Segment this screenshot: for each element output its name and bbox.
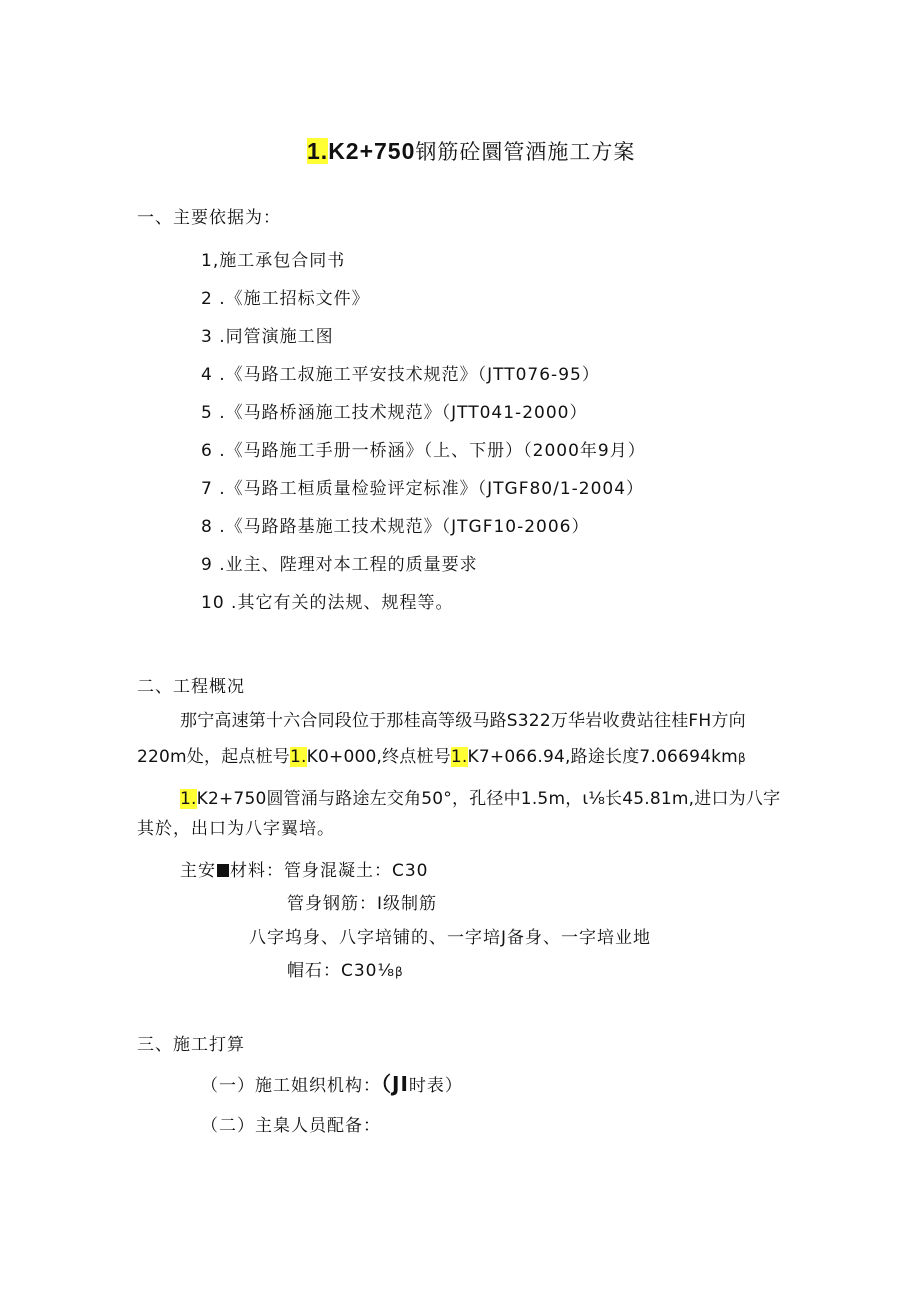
reference-item-9: 9 .业主、陛理对本工程的质量要求 bbox=[201, 555, 478, 575]
materials-line4-text: 帽石：C30⅛ bbox=[287, 961, 395, 981]
overview-text-c: K7+066.94,路途长度7.06694km bbox=[467, 747, 738, 767]
culvert-paragraph-line1 bbox=[180, 788, 780, 810]
section2-heading: 二、工程概况 bbox=[137, 677, 245, 697]
materials-label-a: 主安 bbox=[180, 861, 216, 881]
reference-item-1: 1,施工承包合同书 bbox=[201, 251, 346, 271]
plan-item-1-mark: （JI bbox=[381, 1072, 409, 1096]
reference-item-2: 2 .《施工招标文件》 bbox=[201, 289, 370, 309]
materials-line4 bbox=[287, 960, 404, 983]
reference-item-8: 8 .《马路路基施工技术规范》（JTGF10-2006） bbox=[201, 517, 590, 537]
overview-text-d: β bbox=[737, 751, 746, 765]
materials-line3: 八字坞身、八字培铺的、一字培J备身、一字培业地 bbox=[249, 928, 652, 948]
highlight-marker: 1. bbox=[450, 747, 468, 767]
reference-item-4: 4 .《马路工叔施工平安技术规范》（JTT076-95） bbox=[201, 365, 600, 385]
black-square-mark bbox=[217, 864, 229, 877]
reference-item-5: 5 .《马路桥涵施工技术规范》（JTT041-2000） bbox=[201, 403, 588, 423]
section1-heading: 一、主要依据为： bbox=[137, 208, 281, 228]
reference-item-10: 10 .其它有关的法规、规程等。 bbox=[201, 593, 454, 613]
plan-item-1 bbox=[201, 1073, 463, 1097]
overview-text-b: K0+000,终点桩号 bbox=[306, 747, 451, 767]
plan-item-1-label: （一）施工姐织机构： bbox=[201, 1076, 381, 1096]
overview-text-a: 220m处，起点桩号 bbox=[137, 747, 291, 767]
overview-paragraph-line2 bbox=[137, 746, 746, 769]
title-highlight: 1. bbox=[307, 138, 329, 164]
plan-item-1-suffix: 时表） bbox=[408, 1076, 463, 1096]
title-code: K2+750 bbox=[328, 138, 416, 164]
culvert-paragraph-line2: 其於，出口为八字翼培。 bbox=[137, 819, 335, 839]
highlight-marker: 1. bbox=[290, 747, 307, 767]
overview-paragraph-line1: 那宁高速第十六合同段位于那桂高等级马路S322万华岩收费站往桂FH方向 bbox=[180, 711, 746, 731]
reference-item-3: 3 .同管演施工图 bbox=[201, 327, 334, 347]
document-title bbox=[307, 137, 635, 166]
culvert-text: K2+750圆管涌与路途左交角50°，孔径中1.5m，ι⅛长45.81m,进口为八字 bbox=[196, 789, 781, 809]
materials-line2: 管身钢筋：Ⅰ级制筋 bbox=[287, 894, 438, 914]
reference-item-7: 7 .《马路工桓质量检验评定标准》（JTGF80/1-2004） bbox=[201, 479, 645, 499]
section3-heading: 三、施工打算 bbox=[137, 1035, 245, 1055]
materials-label-b: 材料：管身混凝土：C30 bbox=[230, 861, 429, 881]
materials-line4-suffix: β bbox=[394, 965, 404, 979]
plan-item-2: （二）主臬人员配备： bbox=[201, 1116, 381, 1136]
materials-line1 bbox=[180, 860, 429, 882]
title-text: 钢筋砼圜管酒施工方案 bbox=[415, 140, 636, 164]
highlight-marker: 1. bbox=[180, 789, 197, 809]
reference-item-6: 6 .《马路施工手册一桥涵》（上、下册）（2000年9月） bbox=[201, 441, 646, 461]
